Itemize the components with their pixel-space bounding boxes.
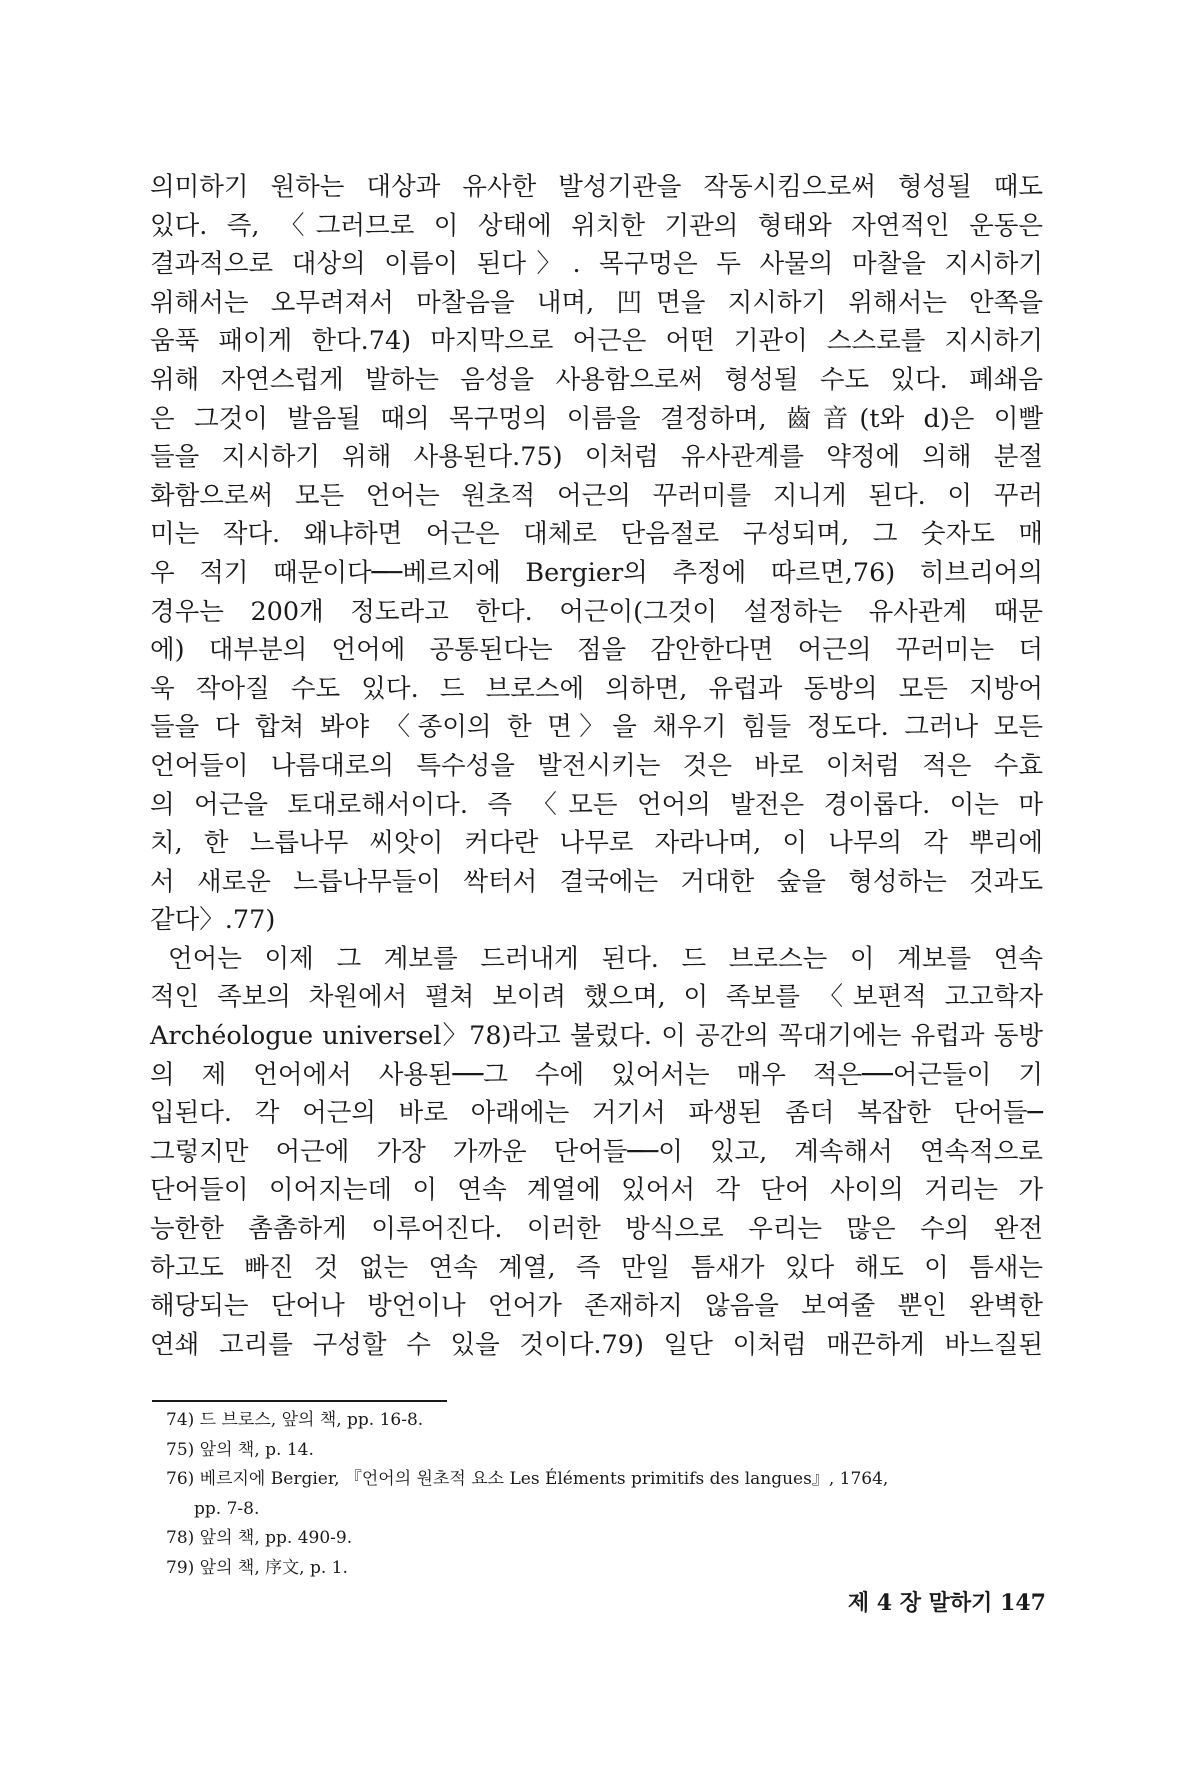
body-text bbox=[150, 168, 1043, 1364]
body-line: 있다. 즉, 〈그러므로 이 상태에 위치한 기관의 형태와 자연적인 운동은 bbox=[150, 210, 1043, 241]
body-line: 경우는 200개 정도라고 한다. 어근이(그것이 설정하는 유사관계 때문 bbox=[150, 596, 1043, 627]
body-line: 들을 다 합쳐 봐야 〈종이의 한 면〉을 채우기 힘들 정도다. 그러나 모든 bbox=[150, 712, 1043, 743]
body-line: 의 제 언어에서 사용된──그 수에 있어서는 매우 적은──어근들이 기 bbox=[150, 1059, 1043, 1090]
body-line: 위해 자연스럽게 발하는 음성을 사용함으로써 형성될 수도 있다. 폐쇄음 bbox=[150, 364, 1043, 395]
footnote: 74) 드 브로스, 앞의 책, pp. 16-8. bbox=[166, 1410, 424, 1430]
body-line: 은 그것이 발음될 때의 목구멍의 이름을 결정하며, 齒音(t와 d)은 이빨 bbox=[150, 403, 1043, 434]
body-line: 들을 지시하기 위해 사용된다.75) 이처럼 유사관계를 약정에 의해 분절 bbox=[150, 442, 1043, 473]
body-line: 결과적으로 대상의 이름이 된다〉. 목구멍은 두 사물의 마찰을 지시하기 bbox=[150, 249, 1043, 280]
body-line: 단어들이 이어지는데 이 연속 계열에 있어서 각 단어 사이의 거리는 가 bbox=[150, 1175, 1043, 1206]
footnote: 76) 베르지에 Bergier, 『언어의 원초적 요소 Les Éléments primitifs des langues』, 1764, bbox=[166, 1469, 889, 1489]
body-line: 적인 족보의 차원에서 펼쳐 보이려 했으며, 이 족보를 〈보편적 고고학자 bbox=[150, 982, 1043, 1013]
body-line: 입된다. 각 어근의 바로 아래에는 거기서 파생된 좀더 복잡한 단어들─ bbox=[150, 1098, 1043, 1129]
body-line: 화함으로써 모든 언어는 원초적 어근의 꾸러미를 지니게 된다. 이 꾸러 bbox=[150, 480, 1043, 511]
body-line: 언어는 이제 그 계보를 드러내게 된다. 드 브로스는 이 계보를 연속 bbox=[168, 943, 1043, 974]
footnotes bbox=[166, 1406, 1046, 1583]
body-line: 의미하기 원하는 대상과 유사한 발성기관을 작동시킴으로써 형성될 때도 bbox=[150, 172, 1043, 202]
body-line: 욱 작아질 수도 있다. 드 브로스에 의하면, 유럽과 동방의 모든 지방어 bbox=[150, 673, 1043, 704]
body-line: 움푹 패이게 한다.74) 마지막으로 어근은 어떤 기관이 스스로를 지시하기 bbox=[150, 326, 1043, 357]
body-line: 언어들이 나름대로의 특수성을 발전시키는 것은 바로 이처럼 적은 수효 bbox=[150, 750, 1043, 781]
body-line: 위해서는 오무려져서 마찰음을 내며, 凹면을 지시하기 위해서는 안쪽을 bbox=[150, 287, 1043, 318]
body-line: 에) 대부분의 언어에 공통된다는 점을 감안한다면 어근의 꾸러미는 더 bbox=[150, 635, 1043, 666]
body-line: Archéologue universel〉78)라고 불렀다. 이 공간의 꼭대기에는 유럽과 동방 bbox=[150, 1021, 1043, 1052]
body-line: 치, 한 느릅나무 씨앗이 커다란 나무로 자라나며, 이 나무의 각 뿌리에 bbox=[150, 828, 1043, 859]
footnote-divider bbox=[152, 1400, 447, 1402]
body-line: 해당되는 단어나 방언이나 언어가 존재하지 않음을 보여줄 뿐인 완벽한 bbox=[150, 1291, 1043, 1322]
body-line: 의 어근을 토대로해서이다. 즉 〈모든 언어의 발전은 경이롭다. 이는 마 bbox=[150, 789, 1043, 820]
footnote: 78) 앞의 책, pp. 490-9. bbox=[166, 1528, 353, 1548]
running-footer: 제 4 장 말하기 147 bbox=[847, 1590, 1046, 1616]
body-line: 미는 작다. 왜냐하면 어근은 대체로 단음절로 구성되며, 그 숫자도 매 bbox=[150, 519, 1043, 550]
footnote: 79) 앞의 책, 序文, p. 1. bbox=[166, 1557, 348, 1578]
body-line: 같다〉.77) bbox=[150, 905, 276, 936]
footnote-continuation: pp. 7-8. bbox=[194, 1498, 260, 1519]
body-line: 서 새로운 느릅나무들이 싹터서 결국에는 거대한 숲을 형성하는 것과도 bbox=[150, 866, 1043, 897]
footnote: 75) 앞의 책, p. 14. bbox=[166, 1439, 314, 1460]
body-line: 연쇄 고리를 구성할 수 있을 것이다.79) 일단 이처럼 매끈하게 바느질된 bbox=[150, 1329, 1043, 1360]
body-line: 그렇지만 어근에 가장 가까운 단어들──이 있고, 계속해서 연속적으로 bbox=[150, 1136, 1043, 1167]
body-line: 능한한 촘촘하게 이루어진다. 이러한 방식으로 우리는 많은 수의 완전 bbox=[150, 1214, 1043, 1245]
body-line: 하고도 빠진 것 없는 연속 계열, 즉 만일 틈새가 있다 해도 이 틈새는 bbox=[150, 1252, 1043, 1283]
body-line: 우 적기 때문이다──베르지에 Bergier의 추정에 따르면,76) 히브리어의 bbox=[150, 557, 1043, 588]
